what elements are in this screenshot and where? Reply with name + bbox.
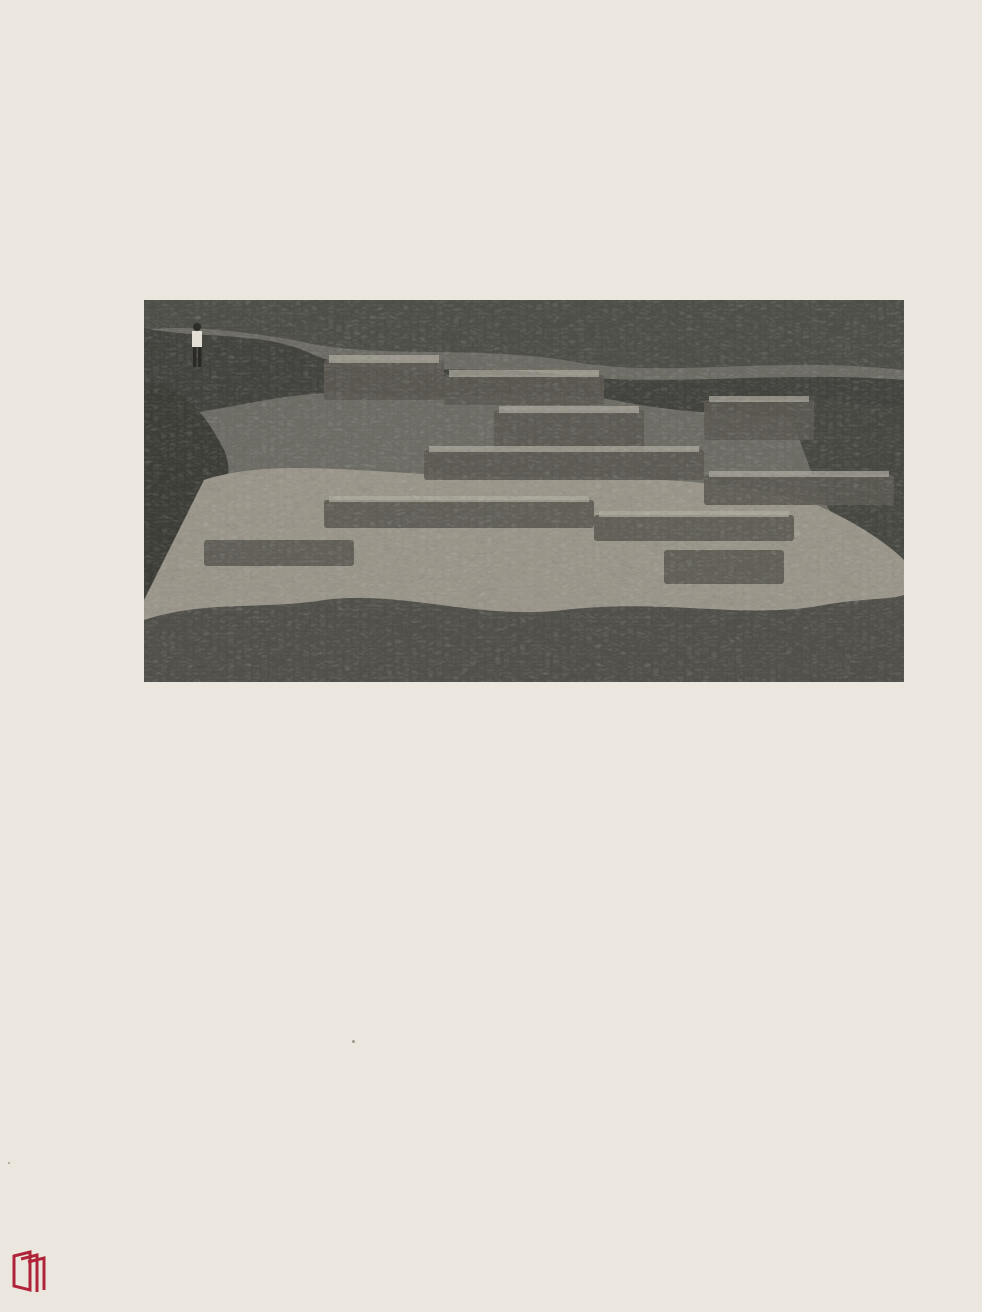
library-logo-icon <box>10 1250 50 1294</box>
scan-speck <box>8 1162 10 1164</box>
library-logo[interactable] <box>10 1250 160 1300</box>
excavation-photo <box>144 300 904 682</box>
scan-speck <box>352 1040 355 1043</box>
excavation-photo-graphic <box>144 300 904 682</box>
